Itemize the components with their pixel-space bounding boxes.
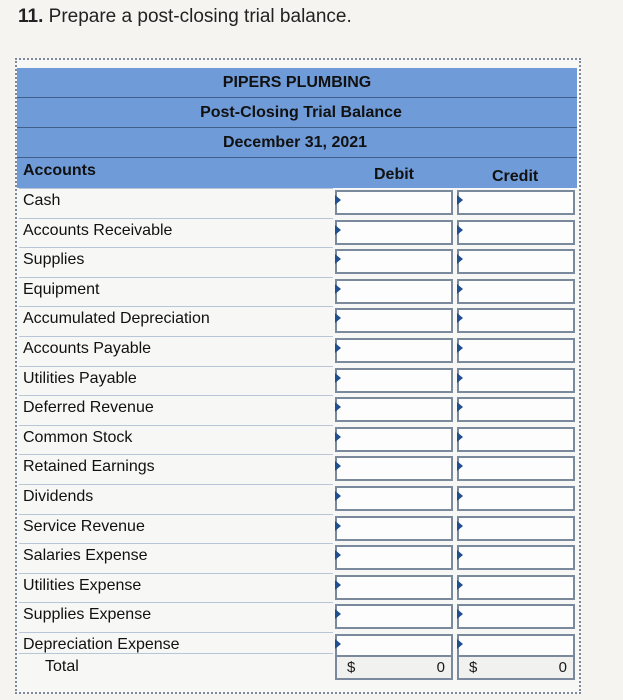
total-label: Total (45, 658, 79, 675)
dropdown-marker-icon (335, 313, 341, 323)
total-debit-currency: $ (347, 659, 356, 676)
account-name: Deferred Revenue (23, 399, 154, 417)
credit-input[interactable] (457, 308, 575, 333)
accounts-column-header: Accounts (23, 162, 96, 179)
company-name: PIPERS PLUMBING (222, 74, 372, 91)
dropdown-marker-icon (457, 402, 463, 412)
table-row (19, 573, 577, 602)
account-name: Supplies (23, 251, 85, 269)
debit-input[interactable] (335, 604, 453, 629)
table-row (19, 218, 577, 247)
credit-input[interactable] (457, 249, 575, 274)
dropdown-marker-icon (335, 521, 341, 531)
trial-balance-sheet (15, 58, 581, 694)
credit-input[interactable] (457, 338, 575, 363)
account-name: Dividends (23, 488, 94, 505)
dropdown-marker-icon (335, 432, 341, 442)
account-name: Accounts Receivable (23, 221, 173, 239)
account-name: Cash (23, 192, 61, 209)
table-row (19, 602, 577, 631)
dropdown-marker-icon (457, 432, 463, 442)
debit-input[interactable] (335, 368, 453, 393)
table-row (19, 336, 577, 365)
dropdown-marker-icon (335, 550, 341, 560)
table-row (19, 514, 577, 543)
dropdown-marker-icon (335, 580, 341, 590)
dropdown-marker-icon (457, 373, 463, 383)
table-row (19, 484, 577, 513)
dropdown-marker-icon (457, 639, 463, 649)
debit-input[interactable] (335, 427, 453, 452)
debit-input[interactable] (335, 279, 453, 304)
dropdown-marker-icon (457, 254, 463, 264)
total-credit-value: 0 (558, 659, 567, 676)
dropdown-marker-icon (457, 550, 463, 560)
debit-input[interactable] (335, 575, 453, 600)
table-row (19, 306, 577, 335)
dropdown-marker-icon (335, 225, 341, 235)
report-date: December 31, 2021 (222, 134, 368, 151)
account-name: Common Stock (23, 428, 133, 446)
dropdown-marker-icon (457, 609, 463, 619)
table-row (19, 277, 577, 306)
credit-input[interactable] (457, 220, 575, 245)
account-name: Supplies Expense (23, 606, 152, 624)
credit-input[interactable] (457, 486, 575, 511)
report-title: Post-Closing Trial Balance (200, 104, 402, 121)
dropdown-marker-icon (335, 254, 341, 264)
dropdown-marker-icon (457, 343, 463, 353)
dropdown-marker-icon (335, 373, 341, 383)
dropdown-marker-icon (457, 195, 463, 205)
debit-input[interactable] (335, 249, 453, 274)
table-row (19, 425, 577, 454)
credit-input[interactable] (457, 368, 575, 393)
credit-input[interactable] (457, 516, 575, 541)
report-header (17, 68, 577, 188)
dropdown-marker-icon (457, 461, 463, 471)
debit-input[interactable] (335, 486, 453, 511)
credit-input[interactable] (457, 190, 575, 215)
debit-input[interactable] (335, 456, 453, 481)
dropdown-marker-icon (457, 521, 463, 531)
account-name: Utilities Payable (23, 369, 137, 387)
account-name: Utilities Expense (23, 576, 142, 594)
account-name: Service Revenue (23, 517, 145, 535)
debit-input[interactable] (335, 397, 453, 422)
dropdown-marker-icon (335, 461, 341, 471)
account-name: Salaries Expense (23, 547, 148, 565)
question-prompt: Prepare a post-closing trial balance. (48, 6, 352, 27)
table-row (19, 247, 577, 276)
dropdown-marker-icon (335, 639, 341, 649)
dropdown-marker-icon (335, 343, 341, 353)
credit-input[interactable] (457, 397, 575, 422)
credit-input[interactable] (457, 575, 575, 600)
dropdown-marker-icon (457, 491, 463, 501)
total-row (19, 653, 577, 682)
debit-input[interactable] (335, 338, 453, 363)
credit-column-header: Credit (492, 168, 539, 185)
account-name: Accounts Payable (23, 340, 152, 357)
dropdown-marker-icon (335, 284, 341, 294)
total-credit-currency: $ (469, 659, 478, 676)
table-row (19, 454, 577, 483)
credit-input[interactable] (457, 279, 575, 304)
dropdown-marker-icon (457, 313, 463, 323)
dropdown-marker-icon (457, 284, 463, 294)
account-name: Depreciation Expense (23, 636, 180, 653)
dropdown-marker-icon (335, 195, 341, 205)
table-row (19, 366, 577, 395)
account-name: Equipment (23, 280, 100, 298)
credit-input[interactable] (457, 604, 575, 629)
total-credit-cell (457, 655, 575, 680)
table-row (19, 188, 577, 217)
dropdown-marker-icon (457, 580, 463, 590)
debit-column-header: Debit (374, 166, 414, 183)
question-text (18, 6, 352, 28)
debit-input[interactable] (335, 220, 453, 245)
dropdown-marker-icon (335, 609, 341, 619)
debit-input[interactable] (335, 545, 453, 570)
debit-input[interactable] (335, 308, 453, 333)
account-name: Retained Earnings (23, 458, 155, 476)
credit-input[interactable] (457, 427, 575, 452)
credit-input[interactable] (457, 456, 575, 481)
debit-input[interactable] (335, 190, 453, 215)
credit-input[interactable] (457, 545, 575, 570)
dropdown-marker-icon (457, 225, 463, 235)
total-debit-value: 0 (436, 659, 445, 676)
table-row (19, 543, 577, 572)
dropdown-marker-icon (335, 402, 341, 412)
account-name: Accumulated Depreciation (23, 310, 210, 328)
question-number: 11. (18, 6, 44, 27)
total-debit-cell (335, 655, 453, 680)
dropdown-marker-icon (335, 491, 341, 501)
table-row (19, 395, 577, 424)
debit-input[interactable] (335, 516, 453, 541)
